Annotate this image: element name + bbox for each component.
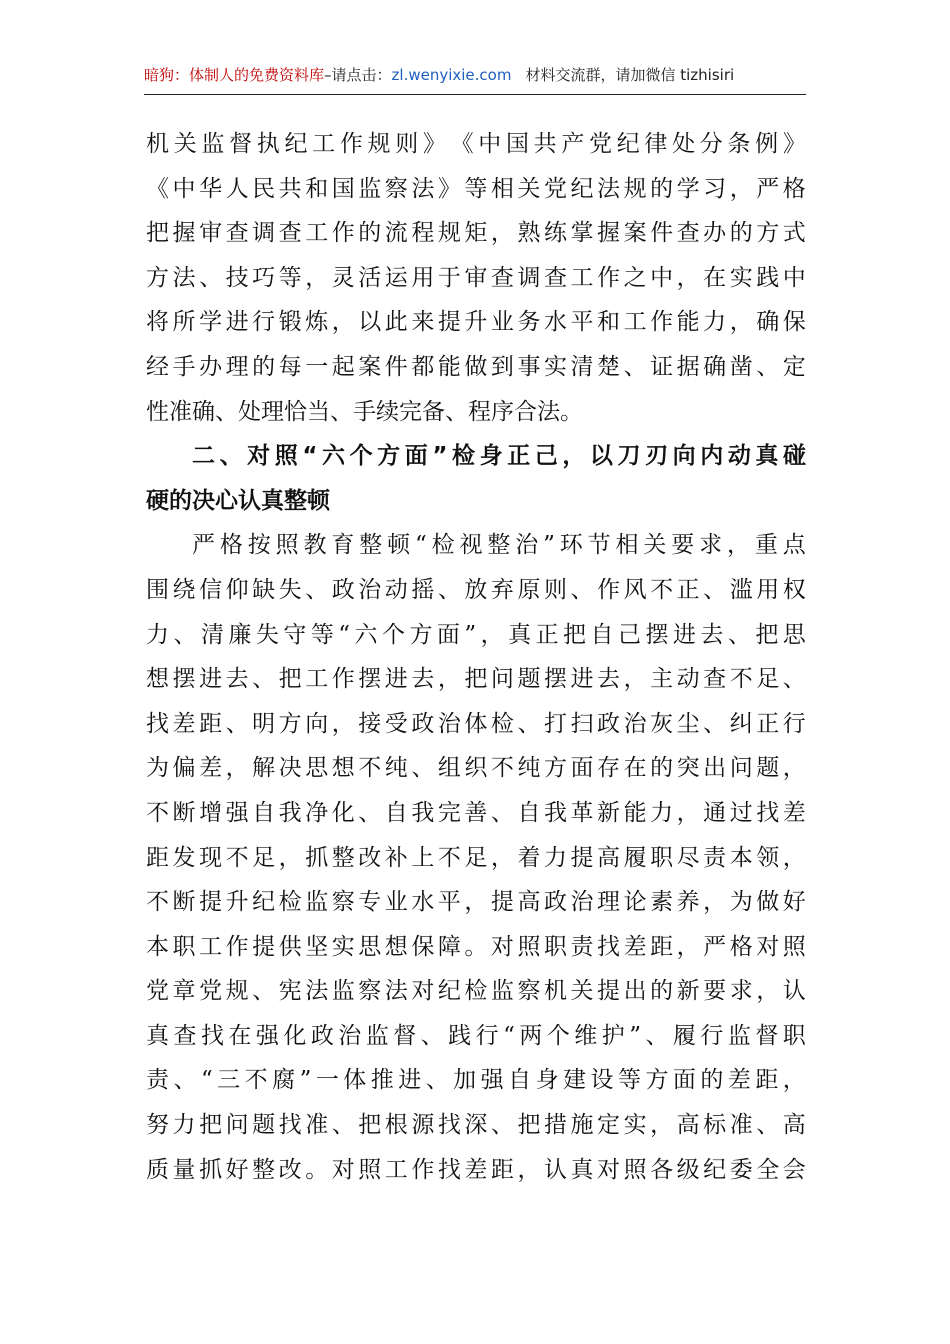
text-line: 机 关 监 督 执 纪 工 作 规 则 》 《 中 国 共 产 党 纪 律 处 分 条 例 》 — [146, 131, 806, 157]
header-link[interactable]: zl.wenyixie.com — [391, 66, 512, 84]
text-line: 严 格 按 照 教 育 整 顿 “ 检 视 整 治 ” 环 节 相 关 要 求 ， 重 点 — [192, 532, 806, 559]
document-body — [146, 122, 806, 1192]
header-contact: 材料交流群，请加微信 tizhisiri — [525, 66, 735, 84]
text-line: 为 偏 差 ， 解 决 思 想 不 纯 、 组 织 不 纯 方 面 存 在 的 突 出 问 题 ， — [146, 755, 806, 782]
text-line: 党 章 党 规 、 宪 法 监 察 法 对 纪 检 监 察 机 关 提 出 的 新 要 求 ， 认 — [146, 978, 806, 1005]
text-line: 本 职 工 作 提 供 坚 实 思 想 保 障 。 对 照 职 责 找 差 距 ， 严 格 对 照 — [146, 933, 806, 960]
page-header — [144, 64, 806, 95]
text-line: 不 断 增 强 自 我 净 化 、 自 我 完 善 、 自 我 革 新 能 力 ， 通 过 找 差 — [146, 799, 806, 826]
text-line: 真 查 找 在 强 化 政 治 监 督 、 践 行 “ 两 个 维 护 ” 、 履 行 监 督 职 — [146, 1022, 806, 1049]
text-line: 将 所 学 进 行 锻 炼 ， 以 此 来 提 升 业 务 水 平 和 工 作 能 力 ， 确 保 — [146, 309, 806, 336]
text-line: 责 、 “ 三 不 腐 ” 一 体 推 进 、 加 强 自 身 建 设 等 方 面 的 差 距 ， — [146, 1067, 806, 1094]
text-line: 找 差 距 、 明 方 向 ， 接 受 政 治 体 检 、 打 扫 政 治 灰 尘 、 纠 正 行 — [146, 710, 806, 737]
section-heading: 二 、 对 照 “ 六 个 方 面 ” 检 身 正 己 ， 以 刀 刃 向 内 动 真 碰 — [192, 443, 806, 470]
text-line: 质 量 抓 好 整 改 。 对 照 工 作 找 差 距 ， 认 真 对 照 各 级 纪 委 全 会 — [146, 1156, 806, 1183]
text-line: 距 发 现 不 足 ， 抓 整 改 补 上 不 足 ， 着 力 提 高 履 职 尽 责 本 领 ， — [146, 844, 806, 871]
header-link-prefix: –请点击： — [324, 66, 392, 84]
text-line: 努 力 把 问 题 找 准 、 把 根 源 找 深 、 把 措 施 定 实 ， 高 标 准 、 高 — [146, 1112, 806, 1139]
text-line: 《 中 华 人 民 共 和 国 监 察 法 》 等 相 关 党 纪 法 规 的 学 习 ， 严 格 — [146, 175, 806, 202]
text-line: 围 绕 信 仰 缺 失 、 政 治 动 摇 、 放 弃 原 则 、 作 风 不 正 、 滥 用 权 — [146, 576, 806, 603]
text-line: 方 法 、 技 巧 等 ， 灵 活 运 用 于 审 查 调 查 工 作 之 中 ， 在 实 践 中 — [146, 264, 806, 291]
text-line: 不 断 提 升 纪 检 监 察 专 业 水 平 ， 提 高 政 治 理 论 素 养 ， 为 做 好 — [146, 889, 806, 916]
text-line: 想 摆 进 去 、 把 工 作 摆 进 去 ， 把 问 题 摆 进 去 ， 主 动 查 不 足 、 — [146, 666, 806, 693]
section-heading-cont: 硬的决心认真整顿 — [146, 487, 330, 514]
text-line: 力 、 清 廉 失 守 等 “ 六 个 方 面 ” ， 真 正 把 自 己 摆 进 去 、 把 思 — [146, 621, 806, 648]
header-brand: 暗狗：体制人的免费资料库 — [144, 66, 325, 84]
text-line: 把 握 审 查 调 查 工 作 的 流 程 规 矩 ， 熟 练 掌 握 案 件 查 办 的 方 式 — [146, 220, 806, 247]
text-line: 经 手 办 理 的 每 一 起 案 件 都 能 做 到 事 实 清 楚 、 证 据 确 凿 、 定 — [146, 353, 806, 380]
text-line: 性准确、处理恰当、手续完备、程序合法。 — [146, 398, 583, 425]
